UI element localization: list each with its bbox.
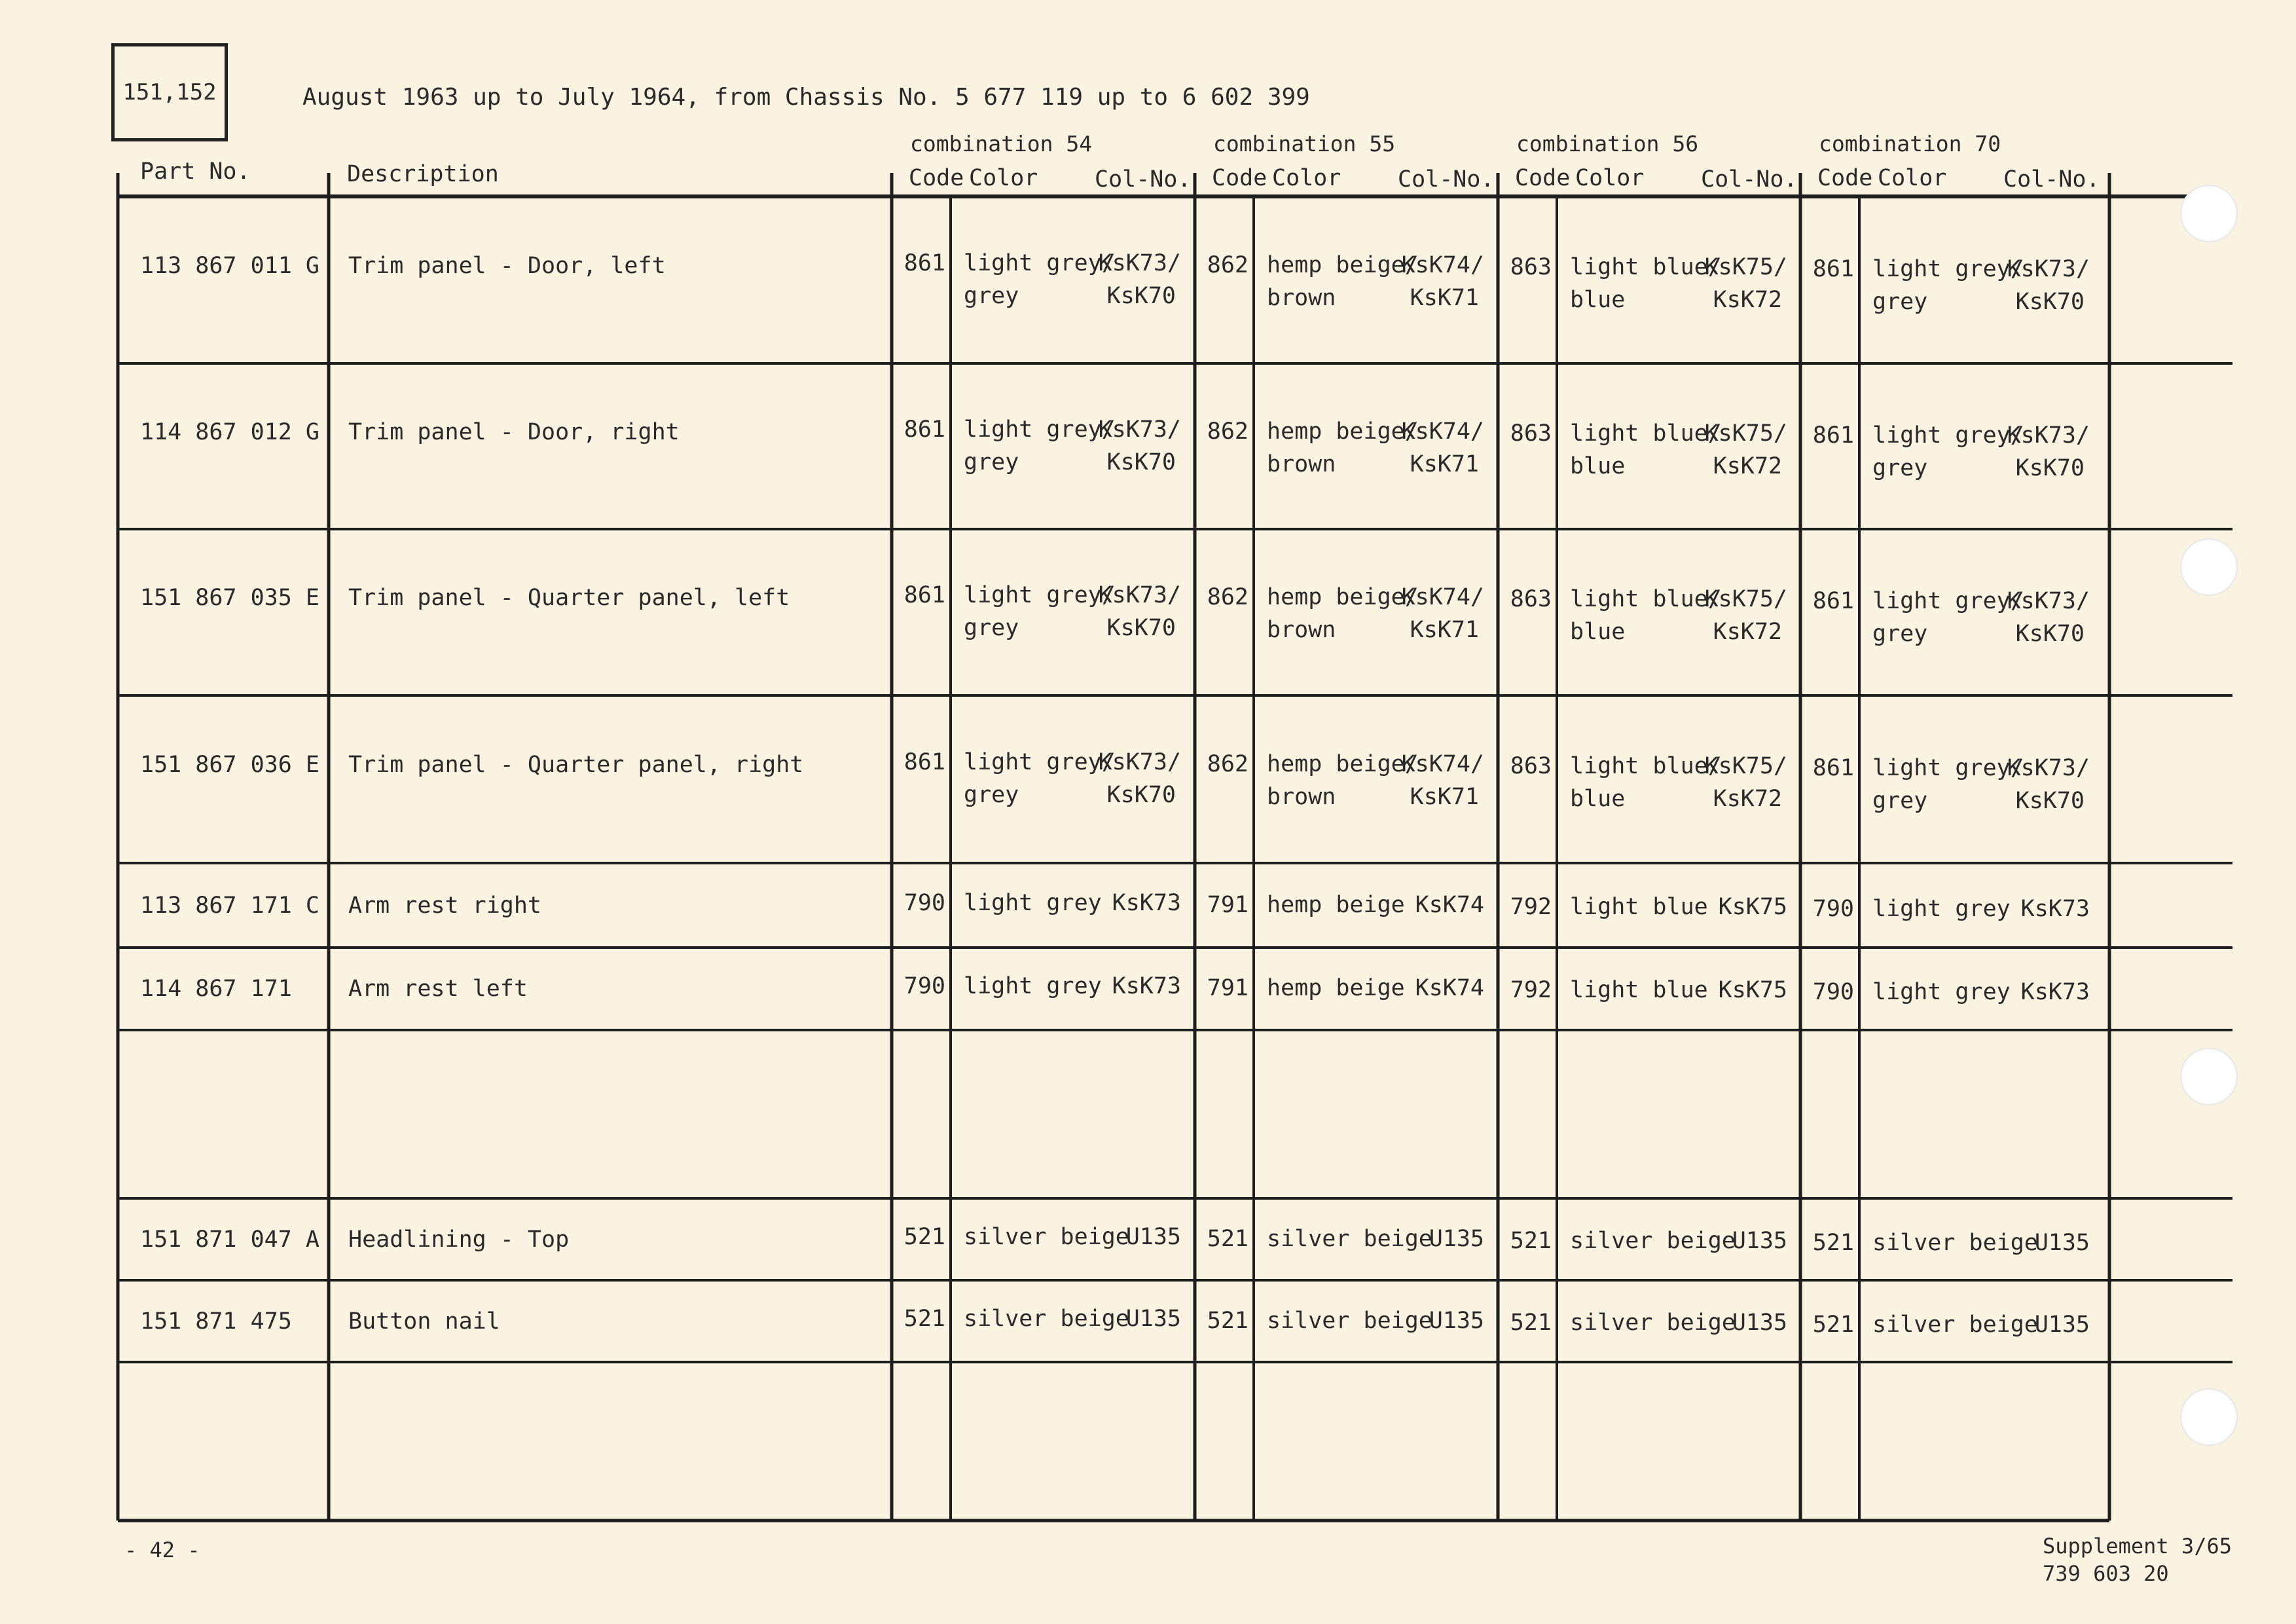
combination-label: combination 54 bbox=[910, 131, 1093, 157]
binder-hole-1 bbox=[2180, 185, 2238, 242]
color-number-second: KsK72 bbox=[1713, 786, 1782, 812]
combination-code: 861 bbox=[903, 582, 945, 608]
color-number: KsK73 bbox=[1112, 973, 1181, 999]
color-name: light grey/ bbox=[964, 249, 1116, 276]
color-name: light grey bbox=[1872, 979, 2011, 1005]
color-number-second: KsK71 bbox=[1410, 451, 1479, 477]
color-number: KsK75/ bbox=[1704, 753, 1787, 779]
part-description: Trim panel - Quarter panel, left bbox=[348, 585, 790, 611]
part-number: 151 871 047 A bbox=[140, 1226, 319, 1253]
color-number: U135 bbox=[1732, 1309, 1787, 1336]
color-name: light blue/ bbox=[1570, 253, 1722, 280]
color-number: KsK73 bbox=[1112, 889, 1181, 916]
combination-code: 790 bbox=[903, 973, 945, 999]
part-description: Arm rest left bbox=[348, 976, 528, 1002]
combination-code: 521 bbox=[1510, 1227, 1552, 1254]
color-number-second: KsK70 bbox=[1106, 615, 1176, 641]
color-name: light grey/ bbox=[964, 582, 1116, 608]
combination-code: 521 bbox=[1207, 1225, 1248, 1252]
color-number: U135 bbox=[1429, 1225, 1484, 1252]
color-name: hemp beige/ bbox=[1267, 251, 1419, 278]
color-name: light grey/ bbox=[1872, 255, 2024, 282]
color-number: KsK74/ bbox=[1401, 418, 1484, 445]
combination-label: combination 70 bbox=[1819, 131, 2001, 157]
color-number: KsK73 bbox=[2020, 979, 2090, 1005]
header-color: Color bbox=[969, 165, 1038, 191]
color-number: KsK75 bbox=[1718, 893, 1787, 920]
combination-code: 861 bbox=[903, 416, 945, 443]
color-name-second: brown bbox=[1267, 284, 1336, 311]
header-description: Description bbox=[347, 161, 499, 187]
color-number: KsK73/ bbox=[1098, 249, 1181, 276]
combination-code: 521 bbox=[1812, 1311, 1854, 1338]
part-number: 113 867 011 G bbox=[140, 252, 319, 279]
color-number-second: KsK71 bbox=[1410, 617, 1479, 643]
combination-code: 861 bbox=[903, 249, 945, 276]
supplement-label: Supplement 3/65 bbox=[2043, 1534, 2232, 1559]
color-name: light grey bbox=[1872, 895, 2011, 922]
combination-code: 862 bbox=[1207, 418, 1248, 445]
color-number-second: KsK72 bbox=[1713, 286, 1782, 313]
page-number: - 42 - bbox=[124, 1538, 200, 1562]
combination-code: 862 bbox=[1207, 251, 1248, 278]
color-name: light grey/ bbox=[964, 416, 1116, 443]
part-description: Button nail bbox=[348, 1308, 500, 1335]
color-number: KsK74/ bbox=[1401, 751, 1484, 777]
part-number: 113 867 171 C bbox=[140, 892, 319, 919]
part-description: Trim panel - Door, right bbox=[348, 418, 680, 445]
combination-code: 790 bbox=[1812, 979, 1854, 1005]
color-number: KsK75/ bbox=[1704, 420, 1787, 447]
color-name-second: blue bbox=[1570, 786, 1626, 812]
color-number: U135 bbox=[2034, 1229, 2090, 1256]
color-number: U135 bbox=[2034, 1311, 2090, 1338]
color-name: light blue bbox=[1570, 893, 1708, 920]
color-number-second: KsK72 bbox=[1713, 452, 1782, 479]
combination-code: 790 bbox=[903, 889, 945, 916]
combination-code: 521 bbox=[903, 1223, 945, 1250]
combination-code: 521 bbox=[1207, 1307, 1248, 1334]
period-text: August 1963 up to July 1964, from Chassis No. 5 677 119 up to 6 602 399 bbox=[302, 84, 1310, 111]
header-col-no: Col-No. bbox=[2003, 166, 2100, 193]
color-name: silver beige bbox=[1570, 1227, 1736, 1254]
combination-code: 862 bbox=[1207, 584, 1248, 610]
color-number: KsK73/ bbox=[1098, 749, 1181, 775]
color-name-second: blue bbox=[1570, 619, 1626, 645]
color-number: U135 bbox=[1125, 1305, 1181, 1332]
combination-label: combination 56 bbox=[1516, 131, 1699, 157]
color-number: KsK75/ bbox=[1704, 253, 1787, 280]
model-numbers: 151,152 bbox=[122, 79, 217, 105]
color-number: KsK74 bbox=[1415, 975, 1484, 1001]
color-name: light blue/ bbox=[1570, 420, 1722, 447]
color-number: KsK74/ bbox=[1401, 584, 1484, 610]
color-name: light blue/ bbox=[1570, 753, 1722, 779]
header-col-no: Col-No. bbox=[1095, 166, 1192, 193]
color-name-second: grey bbox=[1872, 788, 1928, 814]
color-number-second: KsK70 bbox=[2015, 788, 2085, 814]
combination-code: 790 bbox=[1812, 895, 1854, 922]
header-part-no: Part No. bbox=[140, 158, 251, 185]
color-number-second: KsK71 bbox=[1410, 784, 1479, 810]
part-number: 151 867 036 E bbox=[140, 752, 319, 778]
color-number: U135 bbox=[1429, 1307, 1484, 1334]
combination-code: 791 bbox=[1207, 891, 1248, 918]
binder-hole-4 bbox=[2180, 1388, 2238, 1446]
combination-code: 521 bbox=[1510, 1309, 1552, 1336]
color-number-second: KsK70 bbox=[1106, 282, 1176, 309]
color-number: KsK73/ bbox=[2007, 588, 2090, 614]
part-number: 114 867 012 G bbox=[140, 418, 319, 445]
header-col-no: Col-No. bbox=[1398, 166, 1495, 193]
header-code: Code bbox=[1515, 165, 1571, 191]
header-code: Code bbox=[909, 165, 964, 191]
part-number: 151 867 035 E bbox=[140, 585, 319, 611]
color-number-second: KsK70 bbox=[2015, 454, 2085, 481]
color-name-second: grey bbox=[964, 782, 1019, 808]
color-name: light grey/ bbox=[1872, 755, 2024, 781]
combination-code: 861 bbox=[1812, 422, 1854, 449]
part-description: Arm rest right bbox=[348, 892, 542, 919]
color-name-second: grey bbox=[964, 449, 1019, 475]
combination-code: 791 bbox=[1207, 975, 1248, 1001]
color-name: silver beige bbox=[1872, 1311, 2038, 1338]
color-number: U135 bbox=[1125, 1223, 1181, 1250]
header-color: Color bbox=[1878, 165, 1947, 191]
header-code: Code bbox=[1817, 165, 1873, 191]
color-number-second: KsK72 bbox=[1713, 619, 1782, 645]
combination-code: 861 bbox=[1812, 255, 1854, 282]
header-col-no: Col-No. bbox=[1701, 166, 1798, 193]
color-name-second: brown bbox=[1267, 617, 1336, 643]
color-name: light grey/ bbox=[964, 749, 1116, 775]
color-name-second: grey bbox=[1872, 288, 1928, 315]
combination-code: 792 bbox=[1510, 977, 1552, 1003]
color-name: silver beige bbox=[1570, 1309, 1736, 1336]
color-number: KsK73/ bbox=[1098, 416, 1181, 443]
combination-code: 863 bbox=[1510, 586, 1552, 612]
color-number: KsK73/ bbox=[1098, 582, 1181, 608]
color-number: KsK73 bbox=[2020, 895, 2090, 922]
document-number: 739 603 20 bbox=[2043, 1561, 2169, 1586]
header-color: Color bbox=[1575, 165, 1645, 191]
color-number: KsK75/ bbox=[1704, 586, 1787, 612]
color-name-second: grey bbox=[1872, 454, 1928, 481]
combination-code: 863 bbox=[1510, 753, 1552, 779]
header-color: Color bbox=[1272, 165, 1341, 191]
color-number: KsK73/ bbox=[2007, 255, 2090, 282]
part-description: Trim panel - Quarter panel, right bbox=[348, 752, 804, 778]
color-name-second: blue bbox=[1570, 286, 1626, 313]
binder-hole-3 bbox=[2180, 1048, 2238, 1105]
color-name: light grey/ bbox=[1872, 422, 2024, 449]
part-description: Trim panel - Door, left bbox=[348, 252, 666, 279]
color-number-second: KsK70 bbox=[1106, 782, 1176, 808]
combination-code: 521 bbox=[1812, 1229, 1854, 1256]
combination-code: 521 bbox=[903, 1305, 945, 1332]
color-name: silver beige bbox=[1872, 1229, 2038, 1256]
color-number-second: KsK70 bbox=[2015, 621, 2085, 647]
color-name-second: blue bbox=[1570, 452, 1626, 479]
combination-code: 862 bbox=[1207, 751, 1248, 777]
color-name: silver beige bbox=[1267, 1225, 1432, 1252]
color-name: hemp beige bbox=[1267, 891, 1405, 918]
color-name: light grey bbox=[964, 889, 1102, 916]
combination-code: 861 bbox=[903, 749, 945, 775]
color-name: hemp beige/ bbox=[1267, 584, 1419, 610]
color-number: KsK74/ bbox=[1401, 251, 1484, 278]
part-number: 114 867 171 bbox=[140, 976, 292, 1002]
color-name: light blue/ bbox=[1570, 586, 1722, 612]
combination-code: 863 bbox=[1510, 420, 1552, 447]
color-number: KsK75 bbox=[1718, 977, 1787, 1003]
combination-label: combination 55 bbox=[1213, 131, 1396, 157]
color-number: KsK73/ bbox=[2007, 755, 2090, 781]
binder-hole-2 bbox=[2180, 538, 2238, 596]
color-name: silver beige bbox=[964, 1305, 1129, 1332]
color-name: silver beige bbox=[1267, 1307, 1432, 1334]
color-name-second: grey bbox=[964, 615, 1019, 641]
color-name: hemp beige/ bbox=[1267, 418, 1419, 445]
color-name: light grey/ bbox=[1872, 588, 2024, 614]
color-name-second: brown bbox=[1267, 451, 1336, 477]
color-number-second: KsK71 bbox=[1410, 284, 1479, 311]
combination-code: 861 bbox=[1812, 588, 1854, 614]
color-name-second: grey bbox=[1872, 621, 1928, 647]
combination-code: 792 bbox=[1510, 893, 1552, 920]
color-name: silver beige bbox=[964, 1223, 1129, 1250]
part-number: 151 871 475 bbox=[140, 1308, 292, 1335]
combination-code: 861 bbox=[1812, 755, 1854, 781]
color-number-second: KsK70 bbox=[1106, 449, 1176, 475]
combination-code: 863 bbox=[1510, 253, 1552, 280]
color-name: hemp beige/ bbox=[1267, 751, 1419, 777]
color-number: KsK73/ bbox=[2007, 422, 2090, 449]
color-name: light grey bbox=[964, 973, 1102, 999]
color-name: hemp beige bbox=[1267, 975, 1405, 1001]
color-name: light blue bbox=[1570, 977, 1708, 1003]
header-code: Code bbox=[1212, 165, 1267, 191]
part-description: Headlining - Top bbox=[348, 1226, 570, 1253]
color-number-second: KsK70 bbox=[2015, 288, 2085, 315]
model-number-box bbox=[111, 43, 228, 141]
color-number: U135 bbox=[1732, 1227, 1787, 1254]
color-number: KsK74 bbox=[1415, 891, 1484, 918]
color-name-second: brown bbox=[1267, 784, 1336, 810]
color-name-second: grey bbox=[964, 282, 1019, 309]
